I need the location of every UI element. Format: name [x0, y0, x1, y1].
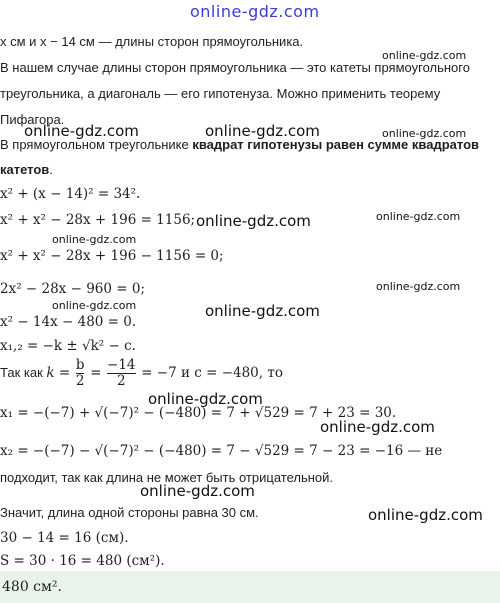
- since-prefix: Так как: [0, 364, 47, 380]
- fraction-minus14: −14: [107, 357, 136, 373]
- fraction-2b: 2: [107, 373, 136, 389]
- watermark-13: online-gdz.com: [140, 482, 255, 500]
- watermark-8: online-gdz.com: [376, 280, 461, 293]
- watermark-5: online-gdz.com: [196, 212, 311, 230]
- line-pythagoras: Пифагора.: [0, 112, 65, 127]
- line-since: [0, 358, 283, 389]
- equation-9: 30 − 14 = 16 (см).: [0, 530, 129, 546]
- equation-3: x² + x² − 28x + 196 − 1156 = 0;: [0, 248, 224, 264]
- fraction-b: b: [75, 357, 85, 373]
- since-equals: =: [90, 364, 102, 381]
- equation-6: x₁,₂ = −k ± √k² − c.: [0, 338, 136, 354]
- line-cathets-dot: .: [49, 162, 53, 177]
- since-k: k =: [46, 364, 71, 381]
- watermark-7: online-gdz.com: [52, 233, 137, 246]
- line-cathets-bold: катетов: [0, 162, 50, 177]
- answer-box: [0, 571, 500, 603]
- line-not-valid: подходит, так как длина не может быть отрицательной.: [0, 470, 334, 485]
- watermark-2: online-gdz.com: [24, 122, 139, 140]
- equation-8: x₂ = −(−7) − √(−7)² − (−480) = 7 − √529 = 7 − 23 = −16 — не: [0, 443, 443, 459]
- equation-10: S = 30 · 16 = 480 (см²).: [0, 553, 165, 569]
- watermark-10: online-gdz.com: [205, 302, 320, 320]
- line-sides-text: x см и x − 14 см — длины сторон прямоугольника.: [0, 34, 304, 49]
- watermark-6: online-gdz.com: [376, 210, 461, 223]
- since-c: = −7 и c = −480, то: [141, 364, 283, 381]
- equation-2: x² + x² − 28x + 196 = 1156;: [0, 212, 196, 228]
- equation-7: x₁ = −(−7) + √(−7)² − (−480) = 7 + √529 = 7 + 23 = 30.: [0, 405, 397, 421]
- line-theorem-start: В прямоугольном треугольнике: [0, 137, 193, 152]
- fraction-b-over-2: [76, 358, 85, 389]
- fraction-minus14-over-2: [107, 358, 136, 389]
- line-cathetus: В нашем случае длины сторон прямоугольника — это катеты прямоугольного: [0, 60, 470, 75]
- fraction-2: 2: [75, 373, 85, 389]
- watermark-9: online-gdz.com: [52, 299, 137, 312]
- line-sides: [0, 34, 303, 49]
- line-conclusion: Значит, длина одной стороны равна 30 см.: [0, 505, 259, 520]
- watermark-3: online-gdz.com: [205, 122, 320, 140]
- line-cathets: [0, 162, 53, 177]
- watermark-1: online-gdz.com: [382, 49, 467, 62]
- watermark-14: online-gdz.com: [368, 506, 483, 524]
- equation-4: 2x² − 28x − 960 = 0;: [0, 281, 145, 297]
- watermark-11: online-gdz.com: [148, 390, 263, 408]
- watermark-12: online-gdz.com: [320, 418, 435, 436]
- equation-1: x² + (x − 14)² = 34².: [0, 186, 141, 202]
- watermark-4: online-gdz.com: [382, 127, 467, 140]
- header-watermark: online-gdz.com: [190, 2, 320, 21]
- line-theorem-bold: квадрат гипотенузы равен сумме квадратов: [192, 137, 480, 152]
- equation-5: x² − 14x − 480 = 0.: [0, 314, 137, 330]
- line-triangle: треугольника, а диагональ — его гипотенуза. Можно применить теорему: [0, 86, 441, 101]
- answer-text: 480 см².: [2, 579, 62, 595]
